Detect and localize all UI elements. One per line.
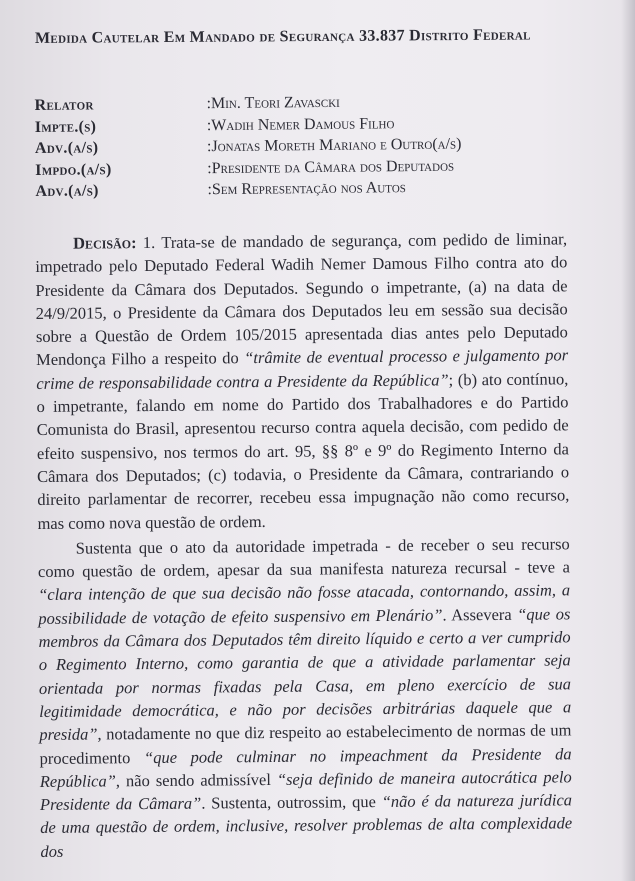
quote-run: “trâmite de eventual processo e julgamento por crime de responsabilidade contra a Presidente da República” (36, 345, 569, 393)
text-run: , notadamente no que diz respeito ao estabelecimento de normas de um procedimento (39, 720, 572, 768)
quote-run: “que pode culminar no impeachment da Presidente da República” (39, 743, 572, 791)
parties-table (34, 89, 605, 202)
text-run: ; (b) ato contínuo, o impetrante, falando em nome do Partido dos Trabalhadores e do Partido Comunista do Brasil, apresentou recurso contra aquela decisão, com pedido de efeito suspensivo, nos termos do art. 95, §§ 8º e 9º do Regimento Interno da Câmara dos Deputados; (c) todavia, o Presidente da Câmara, contrariando o direito parlamentar de recorrer, recebeu essa impugnação não como recurso, mas como nova questão de ordem. (36, 369, 570, 533)
decision-paragraph-2 (38, 532, 573, 863)
quote-run: “seja definido de maneira autocrática pelo Presidente da Câmara” (39, 767, 572, 815)
quote-run: “clara intenção de que sua decisão não fosse atacada, contornando, assim, a possibilidade de votação de efeito suspensivo em Plenário” (38, 580, 571, 628)
party-value: :Min. Teori Zavascki (206, 93, 340, 113)
party-value: :Jonatas Moreth Mariano e Outro(a/s) (206, 135, 462, 156)
party-label: Impdo.(a/s) (35, 160, 112, 179)
decision-lead: Decisão: (73, 233, 137, 253)
text-run: Sustenta que o ato da autoridade impetrada - de receber o seu recurso como questão de ordem, apesar da sua manifesta natureza recursal - teve a (37, 534, 571, 582)
decision-paragraph-1 (35, 227, 570, 534)
party-value: :Presidente da Câmara dos Deputados (207, 157, 455, 177)
quote-run: “não é da natureza jurídica de uma questão de ordem, inclusive, resolver problemas de alta complexidade dos (40, 790, 573, 861)
text-run: . Sustenta, outrossim, que (201, 792, 382, 813)
party-label: Adv.(a/s) (35, 182, 99, 200)
party-value: :Wadih Nemer Damous Filho (206, 114, 395, 134)
page-edge-shadow (621, 0, 635, 881)
text-run: , não sendo admissível (115, 769, 277, 791)
document-title: Medida Cautelar Em Mandado de Segurança 33.837 Distrito Federal (34, 26, 531, 47)
party-value: :Sem Representação nos Autos (207, 179, 406, 199)
party-label: Adv.(a/s) (34, 139, 99, 157)
quote-run: “que os membros da Câmara dos Deputados têm direito líquido e certo a ver cumprido o Regimento Interno, como garantia de que a atividade parlamentar seja orientada por normas fixadas pela Casa, em pleno exercício de sua legitimidade democrática, e não por decisões arbitrárias daquele que a presida” (38, 604, 572, 745)
party-row (35, 175, 605, 202)
party-label: Impte.(s) (34, 117, 97, 136)
party-label: Relator (34, 96, 94, 114)
text-run: 1. Trata-se de mandado de segurança, com pedido de liminar, impetrado pelo Deputado Federal Wadih Nemer Damous Filho contra ato do Presidente da Câmara dos Deputados. Segundo o impetrante, (a) na data de 24/9/2015, o Presidente da Câmara dos Deputados leu em sessão sua decisão sobre a Questão de Ordem 105/2015 apresentada dias antes pelo Deputado Mendonça Filho a respeito do (35, 229, 568, 370)
decision-body (35, 227, 572, 863)
text-run: . Assevera (442, 604, 518, 625)
